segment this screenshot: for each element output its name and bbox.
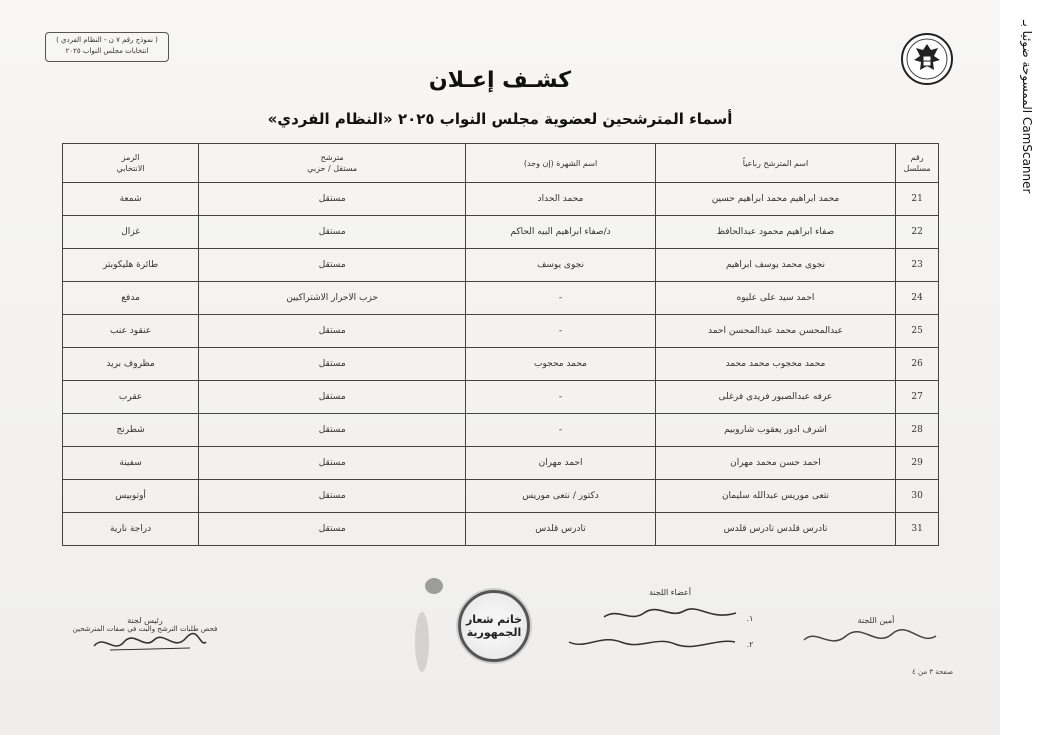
cell-symbol: شطرنج <box>63 414 199 447</box>
cell-party: مستقل <box>199 447 466 480</box>
cell-symbol: عنقود عنب <box>63 315 199 348</box>
table-row <box>63 282 939 315</box>
secretary-title: أمين اللجنة <box>857 616 895 625</box>
cell-symbol: سفينة <box>63 447 199 480</box>
cell-name: احمد سيد على عليوه <box>655 282 895 315</box>
cell-fame: تادرس قلدس <box>466 513 656 546</box>
cell-name: صفاء ابراهيم محمود عبدالحافظ <box>655 216 895 249</box>
cell-symbol: عقرب <box>63 381 199 414</box>
header-symbol <box>63 144 199 183</box>
cell-fame: - <box>466 414 656 447</box>
cell-fame: - <box>466 381 656 414</box>
table-row <box>63 183 939 216</box>
cell-party: مستقل <box>199 183 466 216</box>
cell-symbol: غزال <box>63 216 199 249</box>
chair-signature-icon <box>90 628 210 656</box>
header-symbol-line2: الانتخابي <box>116 164 145 173</box>
cell-fame: محمد الحداد <box>466 183 656 216</box>
cell-name: عبدالمحسن محمد عبدالمحسن احمد <box>655 315 895 348</box>
cell-party: حزب الاحرار الاشتراكيين <box>199 282 466 315</box>
candidates-table <box>62 143 939 546</box>
cell-number: 29 <box>896 447 939 480</box>
cell-party: مستقل <box>199 381 466 414</box>
chair-subtitle: فحص طلبات الترشح والبت في صفات المترشحين <box>72 625 218 633</box>
cell-name: نتعى موريس عبدالله سليمان <box>655 480 895 513</box>
ink-smudge-icon <box>412 572 448 682</box>
header-number-line1: رقم <box>910 153 924 162</box>
table-row <box>63 513 939 546</box>
table-row <box>63 414 939 447</box>
table-row <box>63 480 939 513</box>
cell-name: اشرف ادور يعقوب شاروبيم <box>655 414 895 447</box>
cell-name: نجوى محمد يوسف ابراهيم <box>655 249 895 282</box>
table-row <box>63 381 939 414</box>
cell-number: 28 <box>896 414 939 447</box>
member1-signature-icon <box>600 603 740 625</box>
cell-number: 25 <box>896 315 939 348</box>
table-header-row <box>63 144 939 183</box>
table-row <box>63 216 939 249</box>
cell-fame: دكتور / نتعى موريس <box>466 480 656 513</box>
cell-symbol: مظروف بريد <box>63 348 199 381</box>
header-party <box>199 144 466 183</box>
cell-party: مستقل <box>199 414 466 447</box>
cell-fame: د/صفاء ابراهيم البيه الحاكم <box>466 216 656 249</box>
header-party-line2: مستقل / حزبي <box>307 164 358 173</box>
table-row <box>63 315 939 348</box>
cell-party: مستقل <box>199 480 466 513</box>
cell-name: احمد حسن محمد مهران <box>655 447 895 480</box>
cell-party: مستقل <box>199 315 466 348</box>
republic-seal-stamp <box>458 590 530 662</box>
header-symbol-line1: الرمز <box>121 153 140 162</box>
form-number-line2: انتخابات مجلس النواب ٢٠٢٥ <box>65 47 149 55</box>
cell-name: عرفه عبدالصبور فريدى فرغلى <box>655 381 895 414</box>
cell-symbol: مدفع <box>63 282 199 315</box>
cell-symbol: شمعة <box>63 183 199 216</box>
cell-fame: محمد محجوب <box>466 348 656 381</box>
cell-party: مستقل <box>199 348 466 381</box>
cell-number: 22 <box>896 216 939 249</box>
header-number <box>896 144 939 183</box>
cell-name: تادرس قلدس تادرس قلدس <box>655 513 895 546</box>
cell-number: 27 <box>896 381 939 414</box>
cell-fame: نجوى يوسف <box>466 249 656 282</box>
cell-number: 31 <box>896 513 939 546</box>
cell-party: مستقل <box>199 249 466 282</box>
table-row <box>63 249 939 282</box>
member2-signature-icon <box>565 630 740 652</box>
scanner-watermark: الممسوحة ضوئيا بـ CamScanner <box>1020 20 1034 194</box>
cell-symbol: دراجة نارية <box>63 513 199 546</box>
cell-number: 21 <box>896 183 939 216</box>
member1-number: ١. <box>746 614 754 623</box>
cell-number: 24 <box>896 282 939 315</box>
header-party-line1: مترشح <box>320 153 344 162</box>
secretary-signature-icon <box>800 624 940 654</box>
header-name: اسم المترشح رباعياً <box>655 144 895 183</box>
chair-title: رئيس لجنة <box>127 616 163 625</box>
cell-fame: - <box>466 315 656 348</box>
header-number-line2: مسلسل <box>903 164 931 173</box>
stamp-text-line1: خاتم شعار <box>465 613 523 626</box>
page-title: كشـف إعـلان <box>428 68 572 93</box>
stamp-text-line2: الجمهورية <box>466 626 522 639</box>
form-number-box <box>45 32 169 62</box>
member2-number: ٢. <box>746 640 754 649</box>
cell-fame: احمد مهران <box>466 447 656 480</box>
cell-party: مستقل <box>199 513 466 546</box>
cell-name: محمد ابراهيم محمد ابراهيم حسين <box>655 183 895 216</box>
cell-symbol: طائرة هليكوبتر <box>63 249 199 282</box>
table-row <box>63 447 939 480</box>
header-fame: اسم الشهرة (إن وجد) <box>466 144 656 183</box>
page-subtitle: أسماء المترشحين لعضوية مجلس النواب ٢٠٢٥ «النظام الفردي» <box>267 110 733 128</box>
cell-number: 26 <box>896 348 939 381</box>
form-number-line1: ( نموذج رقم ٧ ن - النظام الفردي ) <box>56 36 158 44</box>
cell-name: محمد محجوب محمد محمد <box>655 348 895 381</box>
cell-symbol: أوتوبيس <box>63 480 199 513</box>
table-row <box>63 348 939 381</box>
cell-number: 23 <box>896 249 939 282</box>
members-title: أعضاء اللجنة <box>649 588 691 597</box>
page-number: صفحة ٣ من ٤ <box>912 668 954 676</box>
cell-number: 30 <box>896 480 939 513</box>
cell-party: مستقل <box>199 216 466 249</box>
cell-fame: - <box>466 282 656 315</box>
